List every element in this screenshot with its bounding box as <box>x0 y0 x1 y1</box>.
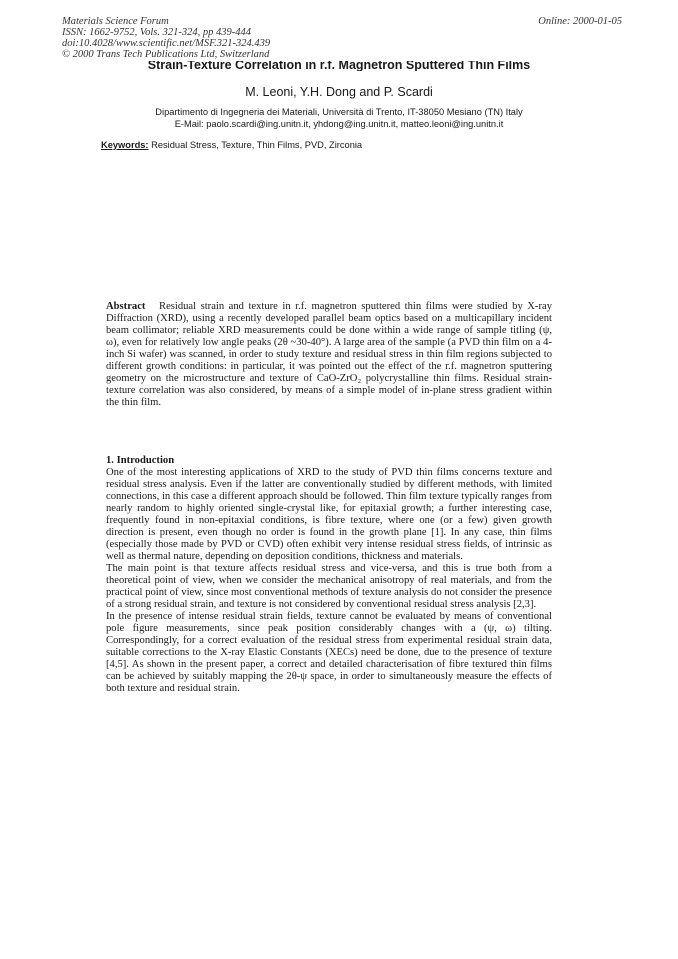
paragraph: The main point is that texture affects residual stress and vice-versa, and this is true both from a theoretical point of view, when we consider the mechanical anisotropy of real materials, and from the practical point of view, since most conventional methods of texture analysis do not consider the presence of a strong residual strain, and texture is not considered by conventional residual stress analysis [2,3]. <box>106 563 552 610</box>
copyright-line: © 2000 Trans Tech Publications Ltd, Switzerland <box>62 49 270 60</box>
online-date: Online: 2000-01-05 <box>538 16 622 27</box>
citation-header <box>62 16 270 60</box>
keywords-list: Residual Stress, Texture, Thin Films, PVD, Zirconia <box>151 140 363 150</box>
affiliation-block <box>0 106 678 130</box>
authors: M. Leoni, Y.H. Dong and P. Scardi <box>245 85 433 99</box>
affiliation: Dipartimento di Ingegneria dei Materiali, Università di Trento, IT-38050 Mesiano (TN) Italy <box>155 107 523 117</box>
section-heading-introduction: 1. Introduction <box>106 455 175 466</box>
paper-title-text: Strain-Texture Correlation in r.f. Magnetron Sputtered Thin Films <box>147 61 531 71</box>
journal-name: Materials Science Forum <box>62 16 169 27</box>
abstract <box>106 301 552 409</box>
abstract-label: Abstract <box>106 301 146 312</box>
paragraph: In the presence of intense residual strain fields, texture cannot be evaluated by means of conventional pole figure measurements, since peak position considerably changes with a (ψ, ω) tilting. Correspondingly, for a correct evaluation of the residual stress from experimental residual strain data, suitable corrections to the X-ray Elastic Constants (XECs) need be done, due to the presence of texture [4,5]. As shown in the present paper, a correct and detailed characterisation of fibre textured thin films can be achieved by suitably mapping the 2θ-ψ space, in order to simultaneously measure the effects of both texture and residual strain. <box>106 611 552 694</box>
abstract-text: Residual strain and texture in r.f. magnetron sputtered thin films were studied by X-ray Diffraction (XRD), using a recently developed parallel beam optics based on a multicapillary incident beam collimator; reliable XRD measurements could be done within a wide range of sample titling (ψ, ω), even for relatively low angle peaks (2θ ~30-40°). A large area of the sample (a PVD thin film on a 4-inch Si wafer) was scanned, in order to study texture and residual stress in thin film regions subjected to different growth conditions: in particular, it was pointed out the effect of the r.f. magnetron sputtering geometry on the microstructure and texture of CaO-ZrO₂ polycrystalline thin films. Residual strain-texture correlation was also considered, by means of a simple model of in-plane stress gradient within the thin film. <box>106 301 552 408</box>
email-line: E-Mail: paolo.scardi@ing.unitn.it, yhdong@ing.unitn.it, matteo.leoni@ing.unitn.it <box>174 119 504 129</box>
issn-line: ISSN: 1662-9752, Vols. 321-324, pp 439-444 <box>62 27 251 38</box>
paper-title <box>0 61 678 71</box>
doi-line: doi:10.4028/www.scientific.net/MSF.321-324.439 <box>62 38 271 49</box>
keywords <box>101 140 362 150</box>
introduction-body <box>106 467 552 695</box>
paragraph: One of the most interesting applications of XRD to the study of PVD thin films concerns texture and residual stress analysis. Even if the latter are conventionally studied by different methods, with limited connections, in this case a different approach should be followed. Thin film texture typically ranges from nearly random to highly oriented single-crystal like, for epitaxial growth; a further interesting case, frequently found in non-epitaxial conditions, is fibre texture, where one (or a few) given growth direction is present, even though no order is found in the growth plane [1]. In any case, thin films (especially those made by PVD or CVD) often exhibit very intense residual stress fields, of intrinsic as well as thermal nature, depending on deposition conditions, thickness and materials. <box>106 467 552 562</box>
keywords-label: Keywords: <box>101 140 149 150</box>
